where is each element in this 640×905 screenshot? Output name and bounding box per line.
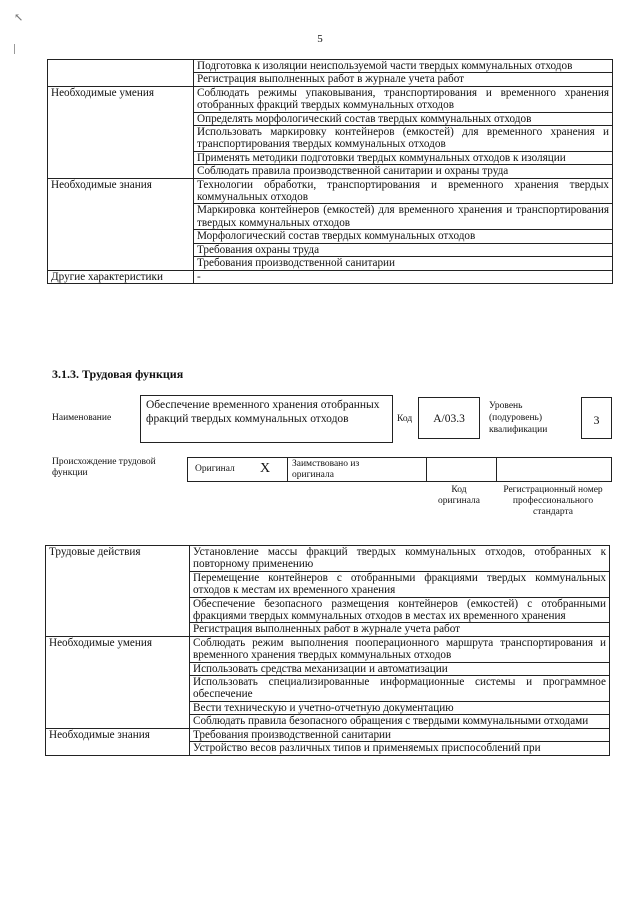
name-value: Обеспечение временного хранения отобранных фракций твердых коммунальных отходов — [146, 399, 380, 425]
table-cell: Соблюдать режимы упаковывания, транспортирования и временного хранения отобранных фракций твердых коммунальных отходов — [194, 86, 613, 112]
original-mark: X — [260, 461, 271, 476]
table-row — [46, 546, 610, 572]
level-value: 3 — [593, 413, 600, 427]
row-label: Необходимые умения — [48, 86, 194, 178]
table-cell: Определять морфологический состав твердых коммунальных отходов — [194, 112, 613, 125]
table-cell: Требования производственной санитарии — [190, 728, 610, 741]
table-cell: Регистрация выполненных работ в журнале учета работ — [190, 623, 610, 636]
binding-line — [14, 44, 21, 54]
origin-label: Происхождение трудовой функции — [52, 457, 156, 478]
level-label: Уровень (подуровень) квалификации — [489, 401, 548, 435]
table-cell: Вести техническую и учетно-отчетную документацию — [190, 701, 610, 714]
table-cell: Соблюдать правила производственной санитарии и охраны труда — [194, 165, 613, 178]
table-row — [48, 270, 613, 283]
borrowed-label: Заимствовано из оригинала — [292, 459, 360, 480]
row-label: Другие характеристики — [48, 270, 194, 283]
table-cell: - — [194, 270, 613, 283]
table-cell: Обеспечение безопасного размещения контейнеров (емкостей) с отобранными фракциями твердых коммунальных отходов в местах их временного хранения — [190, 597, 610, 623]
table-row — [48, 178, 613, 204]
row-label: Необходимые знания — [46, 728, 190, 755]
table-cell: Использовать средства механизации и автоматизации — [190, 662, 610, 675]
page-number: 5 — [317, 33, 323, 45]
section-heading: 3.1.3. Трудовая функция — [52, 367, 184, 381]
divider — [287, 458, 288, 481]
row-label: Трудовые действия — [46, 546, 190, 637]
name-value-box — [140, 395, 393, 443]
bottom-requirements-table — [45, 545, 610, 756]
top-requirements-table — [47, 59, 613, 284]
table-cell: Требования охраны труда — [194, 243, 613, 256]
table-row — [48, 86, 613, 112]
code-value-box — [418, 397, 480, 439]
row-label — [48, 60, 194, 87]
table-cell: Устройство весов различных типов и применяемых приспособлений при — [190, 742, 610, 755]
table-row — [46, 636, 610, 662]
row-label: Необходимые знания — [48, 178, 194, 270]
name-label: Наименование — [52, 413, 112, 423]
code-value: А/03.3 — [433, 413, 465, 425]
table-cell: Установление массы фракций твердых коммунальных отходов, отобранных к повторному применению — [190, 546, 610, 572]
origin-row — [187, 457, 612, 482]
table-cell: Применять методики подготовки твердых коммунальных отходов к изоляции — [194, 151, 613, 164]
table-cell: Подготовка к изоляции неиспользуемой части твердых коммунальных отходов — [194, 60, 613, 73]
table-row — [48, 60, 613, 73]
table-row — [46, 728, 610, 741]
table-cell: Морфологический состав твердых коммунальных отходов — [194, 230, 613, 243]
level-value-box — [581, 397, 612, 439]
row-label: Необходимые умения — [46, 636, 190, 728]
table-cell: Перемещение контейнеров с отобранными фракциями твердых коммунальных отходов к местам их временного хранения — [190, 571, 610, 597]
original-label: Оригинал — [195, 464, 235, 474]
table-cell: Требования производственной санитарии — [194, 257, 613, 270]
binding-mark-icon: ↖ — [14, 12, 24, 24]
table-cell: Соблюдать правила безопасного обращения с твердыми коммунальными отходами — [190, 715, 610, 728]
table-cell: Маркировка контейнеров (емкостей) для временного хранения и транспортирования твердых коммунальных отходов — [194, 204, 613, 230]
table-cell: Использовать специализированные информационные системы и программное обеспечение — [190, 676, 610, 702]
table-cell: Регистрация выполненных работ в журнале учета работ — [194, 73, 613, 86]
code-caption: Код оригинала — [438, 485, 480, 506]
code-label: Код — [397, 414, 413, 424]
table-cell: Соблюдать режим выполнения пооперационного маршрута транспортирования и временного хранения твердых коммунальных отходов — [190, 636, 610, 662]
registration-caption: Регистрационный номер профессионального стандарта — [503, 485, 603, 517]
table-cell: Использовать маркировку контейнеров (емкостей) для временного хранения и транспортирования твердых коммунальных отходов — [194, 126, 613, 152]
table-cell: Технологии обработки, транспортирования и временного хранения твердых коммунальных отходов — [194, 178, 613, 204]
divider — [496, 458, 497, 481]
divider — [426, 458, 427, 481]
